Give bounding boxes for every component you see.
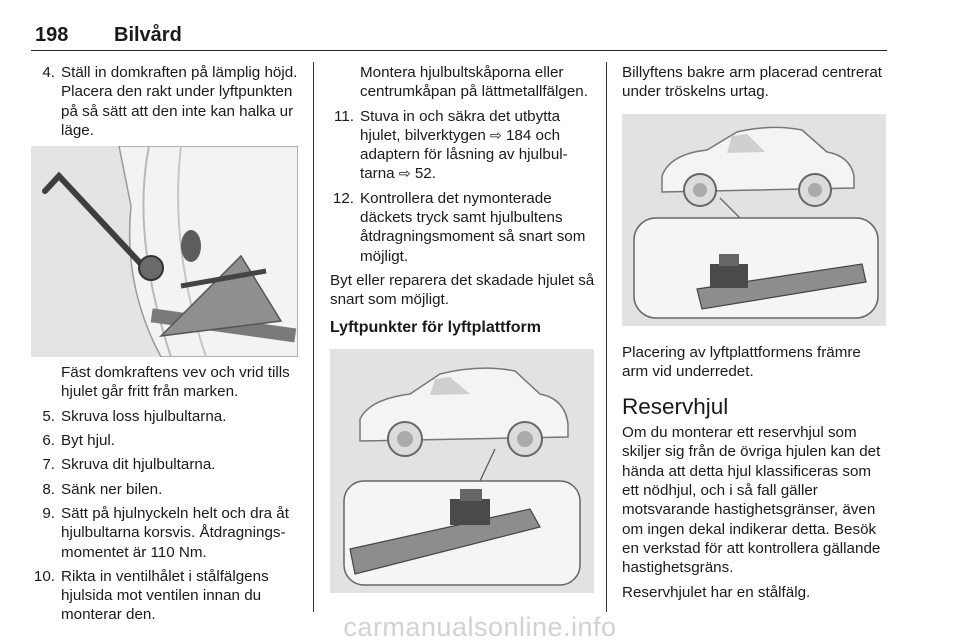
section-heading: Lyftpunkter för lyftplattform	[330, 318, 541, 336]
column-2	[330, 63, 596, 593]
step-4	[31, 63, 301, 140]
step-text: Sänk ner bilen.	[61, 480, 163, 498]
step-number: 4.	[42, 64, 55, 81]
step-number: 8.	[42, 480, 55, 498]
paragraph: Reservhjulet har en stålfälg.	[622, 583, 811, 601]
page-ref[interactable]: 184	[505, 126, 532, 144]
paragraph: Billyftens bakre arm placerad centrerat under tröskelns urtag.	[622, 64, 882, 101]
page-ref-arrow-icon: ⇨	[398, 165, 411, 182]
step-text: Ställ in domkraften på lämplig höjd. Placera den rakt under lyftpunkten på så sätt att den inte kan halka ur läge.	[61, 64, 298, 139]
step-11	[330, 107, 596, 184]
step-number: 6.	[42, 432, 55, 450]
step-text: och adaptern för låsning av hjulbultarna	[360, 126, 568, 183]
column-divider-2	[606, 62, 607, 612]
step-number: 11.	[334, 107, 354, 125]
step-7	[31, 455, 301, 474]
front-lift-point-illustration	[622, 114, 886, 326]
step-number: 10.	[33, 567, 55, 585]
page-ref-arrow-icon: ⇨	[490, 126, 502, 143]
step-text: Byt hjul.	[61, 432, 116, 450]
column-divider-1	[313, 62, 314, 612]
step-text: Skruva loss hjulbultarna.	[61, 407, 227, 425]
page-ref[interactable]: 52	[414, 165, 432, 183]
instruction-text: Fäst domkraftens vev och vrid tills hjulet går fritt från marken.	[61, 364, 290, 401]
figure-caption: Placering av lyftplattformens främre arm vid underredet.	[622, 343, 861, 380]
jack-illustration	[31, 146, 298, 357]
step-6	[31, 431, 301, 450]
page-number: 198	[35, 24, 69, 46]
step-text: .	[431, 165, 436, 183]
column-3	[622, 63, 890, 602]
step-12	[330, 189, 596, 266]
step-number: 9.	[42, 504, 55, 522]
page-title: Bilvård	[114, 24, 182, 46]
section-heading: Reservhjul	[622, 394, 729, 420]
step-text: Sätt på hjulnyckeln helt och dra åt hjulbultarna korsvis. Åtdragningsmomentet är 110 Nm.	[61, 504, 289, 561]
step-8	[31, 480, 301, 499]
paragraph: Byt eller reparera det skadade hjulet så snart som möjligt.	[330, 271, 595, 309]
step-text: Rikta in ventilhålet i stålfälgens hjulsida mot ventilen innan du monterar den.	[61, 567, 269, 624]
watermark: carmanualsonline.info	[343, 612, 617, 642]
step-5	[31, 407, 301, 426]
step-text: Skruva dit hjulbultarna.	[61, 456, 216, 474]
step-text: Stuva in och säkra det utbytta hjulet, bilverktygen	[360, 107, 561, 144]
rear-lift-point-illustration	[330, 349, 594, 593]
step-number: 7.	[42, 456, 55, 474]
step-number: 12.	[332, 189, 354, 207]
step-continuation: Montera hjulbultskåporna eller centrumkåpan på lättmetallfälgen.	[360, 64, 588, 101]
step-9	[31, 504, 301, 562]
column-1	[31, 63, 301, 625]
step-number: 5.	[42, 407, 55, 425]
page-header	[31, 10, 887, 51]
step-text: Kontrollera det nymonterade däckets tryck samt hjulbultens åtdragningsmoment så snart som möjligt.	[360, 189, 586, 265]
paragraph: Om du monterar ett reservhjul som skiljer sig från de övriga hjulen kan det hända att detta hjul klassificeras som ett nödhjul, och i så fall gäller motsvarande hastighetsgränser, även om ingen dekal indikerar detta. Besök en verkstad för att kontrollera gällande hastighetsgräns.	[622, 424, 881, 577]
